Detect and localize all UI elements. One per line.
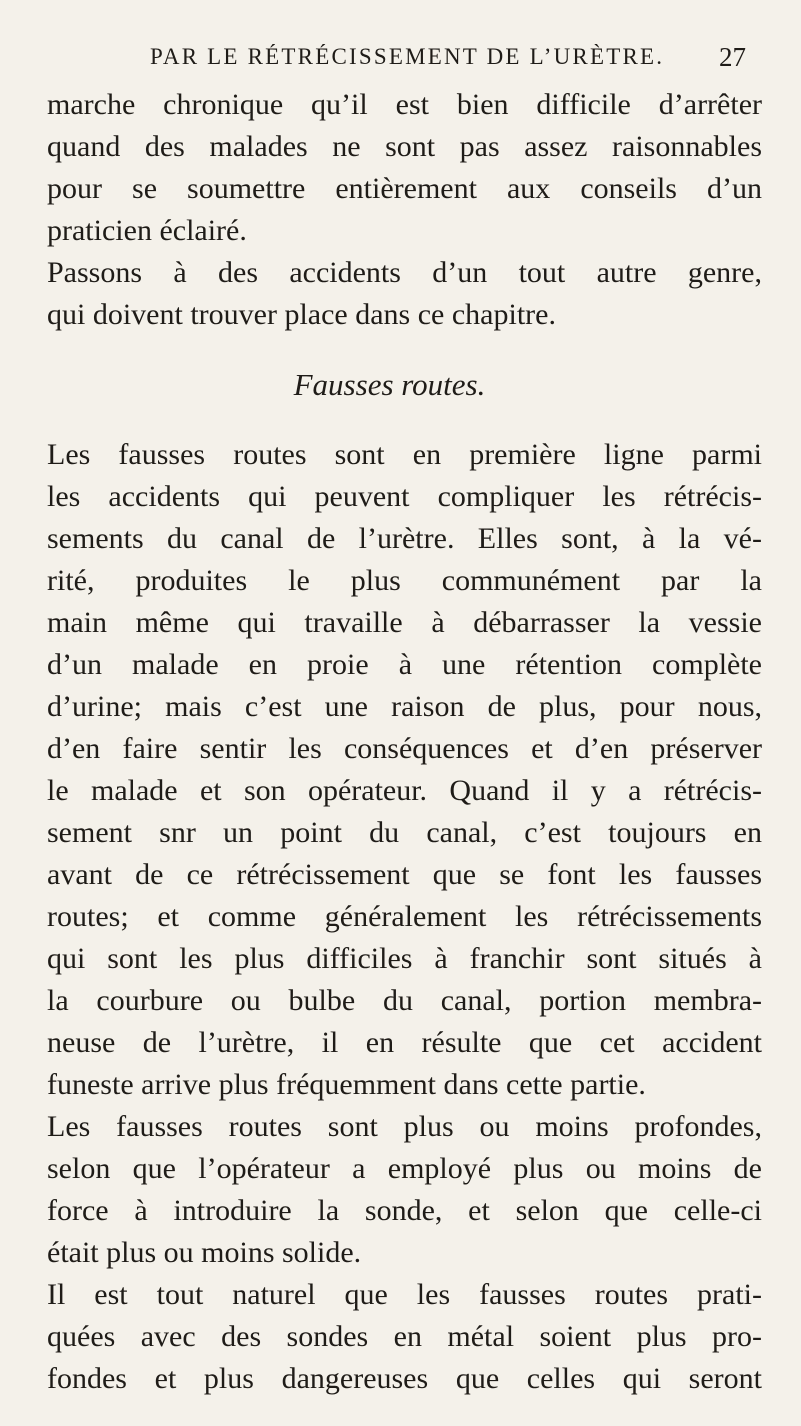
text-line: Il est tout naturel que les fausses routes prati- (47, 1278, 762, 1311)
text-line: routes; et comme généralement les rétrécissements (47, 900, 762, 933)
text-line: qui sont les plus difficiles à franchir sont situés à (47, 942, 762, 975)
text-line: la courbure ou bulbe du canal, portion membra- (47, 984, 762, 1017)
body-text (47, 84, 762, 1400)
text-line: main même qui travaille à débarrasser la vessie (47, 606, 762, 639)
text-line: funeste arrive plus fréquemment dans cette partie. (47, 1068, 646, 1101)
text-line: d’un malade en proie à une rétention complète (47, 648, 762, 681)
paragraph-5 (47, 1274, 762, 1400)
running-head (150, 44, 746, 84)
paragraph-4 (47, 1106, 762, 1274)
running-head-title: PAR LE RÉTRÉCISSEMENT DE L’URÈTRE. (150, 44, 665, 69)
text-line: praticien éclairé. (47, 214, 247, 247)
text-line: quand des malades ne sont pas assez raisonnables (47, 130, 762, 163)
text-line: rité, produites le plus communément par la (47, 564, 762, 597)
text-line: Passons à des accidents d’un tout autre genre, (47, 256, 762, 289)
text-line: sement snr un point du canal, c’est toujours en (47, 816, 762, 849)
text-line: pour se soumettre entièrement aux conseils d’un (47, 172, 762, 205)
text-line: sements du canal de l’urètre. Elles sont, à la vé- (47, 522, 762, 555)
text-line: les accidents qui peuvent compliquer les rétrécis- (47, 480, 762, 513)
text-line: le malade et son opérateur. Quand il y a rétrécis- (47, 774, 762, 807)
text-line: selon que l’opérateur a employé plus ou moins de (47, 1152, 762, 1185)
text-line: neuse de l’urètre, il en résulte que cet accident (47, 1026, 762, 1059)
text-line: fondes et plus dangereuses que celles qui seront (47, 1362, 762, 1395)
text-line: Les fausses routes sont en première ligne parmi (47, 438, 762, 471)
paragraph-2 (47, 252, 762, 336)
page-number: 27 (719, 42, 746, 72)
section-heading: Fausses routes. (293, 367, 486, 402)
text-line: d’en faire sentir les conséquences et d’en préserver (47, 732, 762, 765)
text-line: avant de ce rétrécissement que se font les fausses (47, 858, 762, 891)
text-line: force à introduire la sonde, et selon que celle-ci (47, 1194, 762, 1227)
paragraph-1 (47, 84, 762, 252)
text-line: quées avec des sondes en métal soient plus pro- (47, 1320, 762, 1353)
text-line: était plus ou moins solide. (47, 1236, 362, 1269)
text-line: marche chronique qu’il est bien difficile d’arrêter (47, 88, 762, 121)
text-line: Les fausses routes sont plus ou moins profondes, (47, 1110, 762, 1143)
text-line: qui doivent trouver place dans ce chapitre. (47, 298, 556, 331)
paragraph-3 (47, 434, 762, 1106)
text-line: d’urine; mais c’est une raison de plus, pour nous, (47, 690, 762, 723)
